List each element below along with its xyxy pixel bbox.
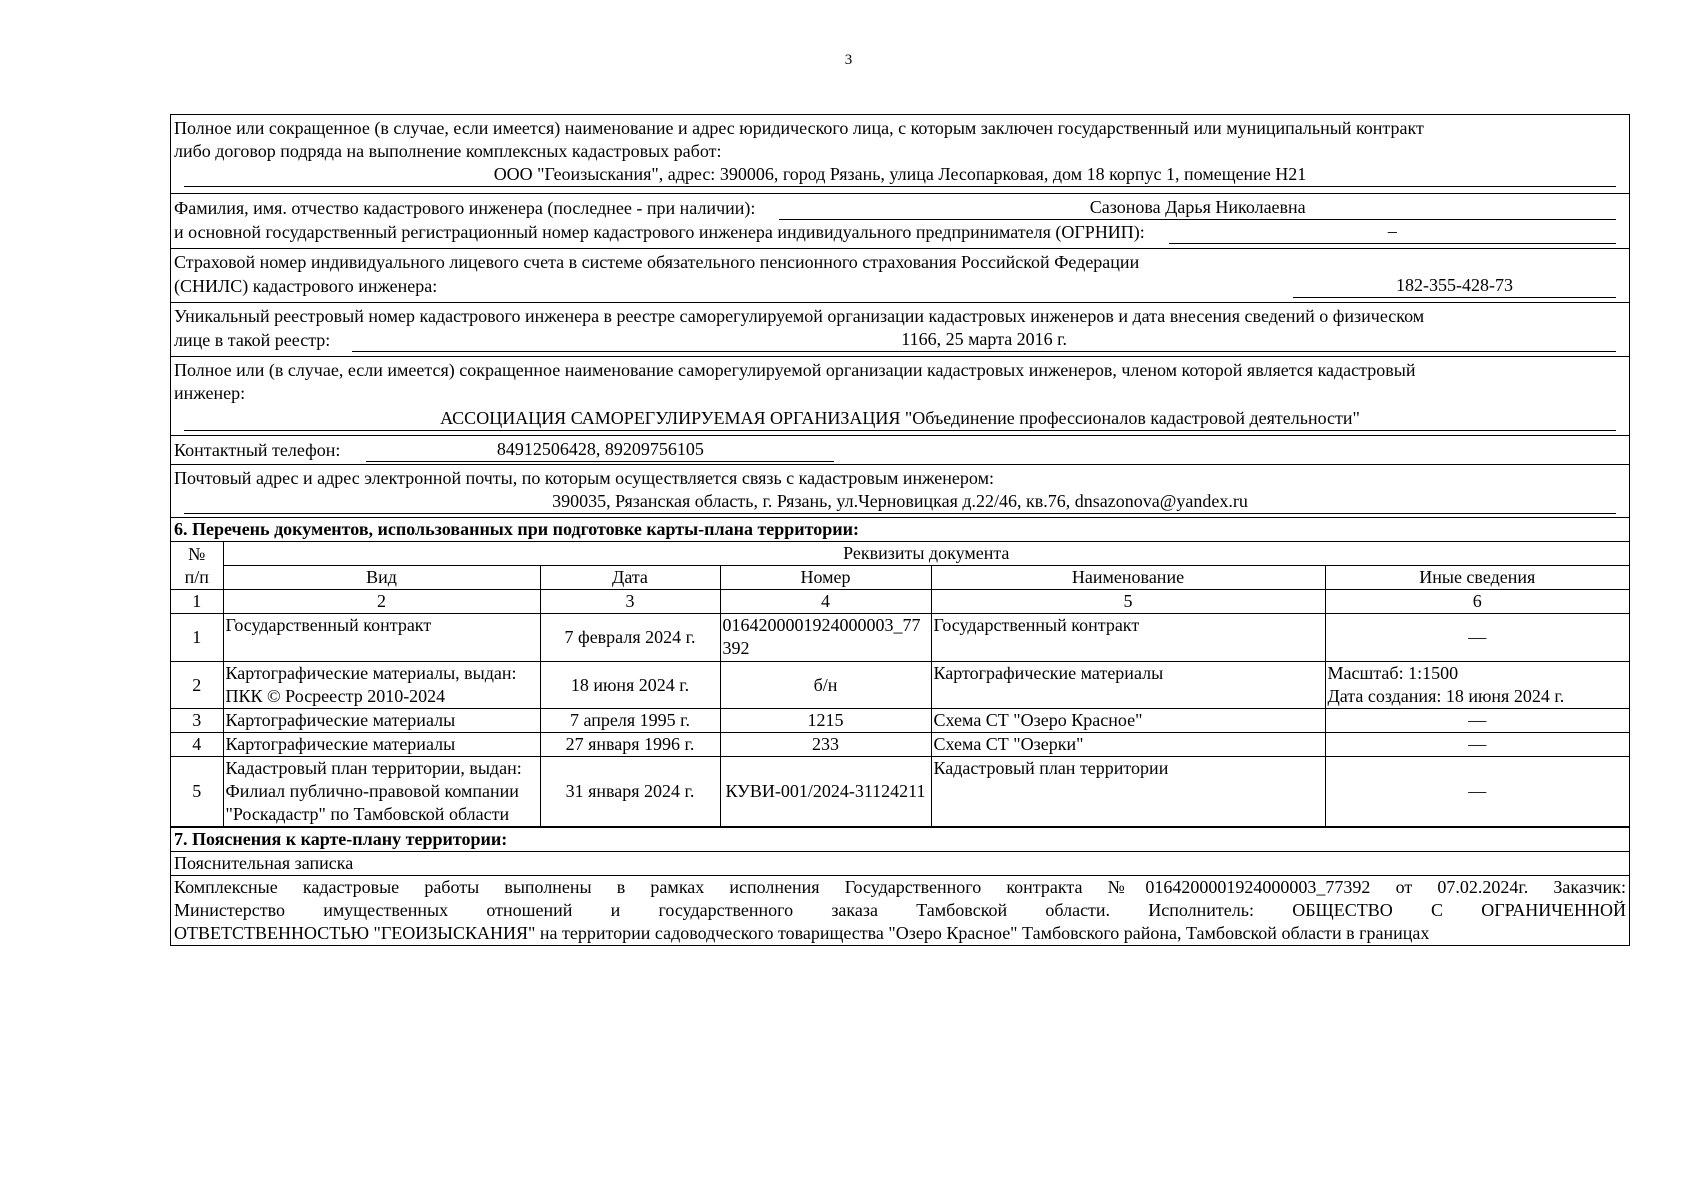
table-header-row-2 [171,566,1629,590]
row-no: 1 [171,614,223,662]
legal-entity-value: ООО "Геоизыскания", адрес: 390006, город Рязань, улица Лесопарковая, дом 18 корпус 1, помещение Н21 [184,163,1616,187]
sro-block [171,357,1629,436]
table-row [171,662,1629,709]
row-no: 2 [171,662,223,709]
table-row [171,709,1629,733]
engineer-ogrnip-value: – [1169,220,1616,244]
row-date: 7 апреля 1995 г. [540,709,720,733]
document-frame [170,114,1630,946]
section7-subtitle: Пояснительная записка [171,852,1629,876]
row-name: Схема СТ "Озеро Красное" [931,709,1325,733]
row-kind: Картографические материалы [223,733,540,757]
column-number: 2 [223,590,540,614]
snils-label-1: Страховой номер индивидуального лицевого счета в системе обязательного пенсионного страхования Российской Федерации [174,252,1140,272]
row-name: Картографические материалы [931,662,1325,709]
column-number: 6 [1325,590,1629,614]
table-row [171,757,1629,827]
row-date: 27 января 1996 г. [540,733,720,757]
row-kind: Государственный контракт [223,614,540,662]
engineer-name-value: Сазонова Дарья Николаевна [779,196,1616,220]
section6-title: 6. Перечень документов, использованных при подготовке карты-плана территории: [171,518,1629,542]
table-row [171,614,1629,662]
registry-label-1: Уникальный реестровый номер кадастрового инженера в реестре саморегулируемой организации кадастровых инженеров и дата внесения сведений о физическом [174,306,1425,326]
row-number: 233 [720,733,931,757]
sro-value: АССОЦИАЦИЯ САМОРЕГУЛИРУЕМАЯ ОРГАНИЗАЦИЯ "Объединение профессионалов кадастровой деятельности" [184,407,1616,431]
column-number: 5 [931,590,1325,614]
header-date: Дата [540,566,720,590]
legal-entity-block [171,115,1629,194]
postal-block [171,465,1629,518]
engineer-name-label: Фамилия, имя. отчество кадастрового инженера (последнее - при наличии): [174,198,756,218]
row-number: 0164200001924000003_77392 [720,614,931,662]
registry-row [174,328,1626,352]
snils-row [174,274,1626,298]
engineer-ogrnip-row [174,220,1626,244]
engineer-name-row [174,196,1626,220]
row-date: 7 февраля 2024 г. [540,614,720,662]
row-kind: Кадастровый план территории, выдан: Филиал публично-правовой компании "Роскадастр" по Тамбовской области [223,757,540,827]
row-other: — [1325,733,1629,757]
table-row [171,733,1629,757]
row-date: 18 июня 2024 г. [540,662,720,709]
row-number: 1215 [720,709,931,733]
header-requisites: Реквизиты документа [223,542,1629,566]
registry-label-2: лице в такой реестр: [174,330,331,350]
column-number: 3 [540,590,720,614]
header-other: Иные сведения [1325,566,1629,590]
phone-row [174,438,1626,462]
engineer-ogrnip-label: и основной государственный регистрационный номер кадастрового инженера индивидуального предпринимателя (ОГРНИП): [174,222,1145,242]
row-no: 3 [171,709,223,733]
column-number-row [171,590,1629,614]
row-other: — [1325,614,1629,662]
row-other: — [1325,757,1629,827]
section7-line-2: Министерство имущественных отношений и государственного заказа Тамбовской области. Исполнитель: ОБЩЕСТВО С ОГРАНИЧЕННОЙ [174,900,1626,920]
row-number: КУВИ-001/2024-31124211 [720,757,931,827]
section7-line-3: ОТВЕТСТВЕННОСТЬЮ "ГЕОИЗЫСКАНИЯ" на территории садоводческого товарищества "Озеро Красное" Тамбовского района, Тамбовской области в границах [174,923,1430,943]
page-number: 3 [844,52,853,68]
registry-value: 1166, 25 марта 2016 г. [352,328,1616,352]
engineer-block [171,194,1629,249]
header-no [171,542,223,590]
header-no-line-1: № [188,543,206,564]
section7-body [171,876,1629,945]
row-other: — [1325,709,1629,733]
row-date: 31 января 2024 г. [540,757,720,827]
postal-label: Почтовый адрес и адрес электронной почты, по которым осуществляется связь с кадастровым инженером: [174,468,994,488]
row-name: Схема СТ "Озерки" [931,733,1325,757]
legal-entity-label-1: Полное или сокращенное (в случае, если имеется) наименование и адрес юридического лица, с которым заключен государственный или муниципальный контракт [174,118,1424,138]
documents-table [171,542,1629,827]
header-number: Номер [720,566,931,590]
phone-block [171,436,1629,465]
snils-block [171,249,1629,303]
row-kind: Картографические материалы [223,709,540,733]
legal-entity-label-2: либо договор подряда на выполнение комплексных кадастровых работ: [174,141,722,161]
row-kind: Картографические материалы, выдан: ПКК © Росреестр 2010-2024 [223,662,540,709]
snils-label-2: (СНИЛС) кадастрового инженера: [174,276,438,296]
header-kind: Вид [223,566,540,590]
sro-label-2: инженер: [174,383,246,403]
row-no: 5 [171,757,223,827]
sro-label-1: Полное или (в случае, если имеется) сокращенное наименование саморегулируемой организации кадастровых инженеров, членом которой является кадастровый [174,360,1416,380]
column-number: 4 [720,590,931,614]
row-name: Кадастровый план территории [931,757,1325,827]
row-other: Масштаб: 1:1500 Дата создания: 18 июня 2024 г. [1325,662,1629,709]
snils-value: 182-355-428-73 [1293,274,1616,298]
section7-title: 7. Пояснения к карте-плану территории: [171,827,1629,852]
table-header-row-1 [171,542,1629,566]
phone-label: Контактный телефон: [174,440,341,460]
row-name: Государственный контракт [931,614,1325,662]
row-number: б/н [720,662,931,709]
header-name: Наименование [931,566,1325,590]
phone-value: 84912506428, 89209756105 [366,438,834,462]
registry-block [171,303,1629,357]
header-no-line-2: п/п [184,566,209,587]
row-no: 4 [171,733,223,757]
section7-line-1: Комплексные кадастровые работы выполнены в рамках исполнения Государственного контракта №0164200001924000003_77392 от 07.02.2024г. Заказчик: [174,877,1626,897]
postal-value: 390035, Рязанская область, г. Рязань, ул.Черновицкая д.22/46, кв.76, dnsazonova@yandex.ru [184,490,1616,514]
column-number: 1 [171,590,223,614]
